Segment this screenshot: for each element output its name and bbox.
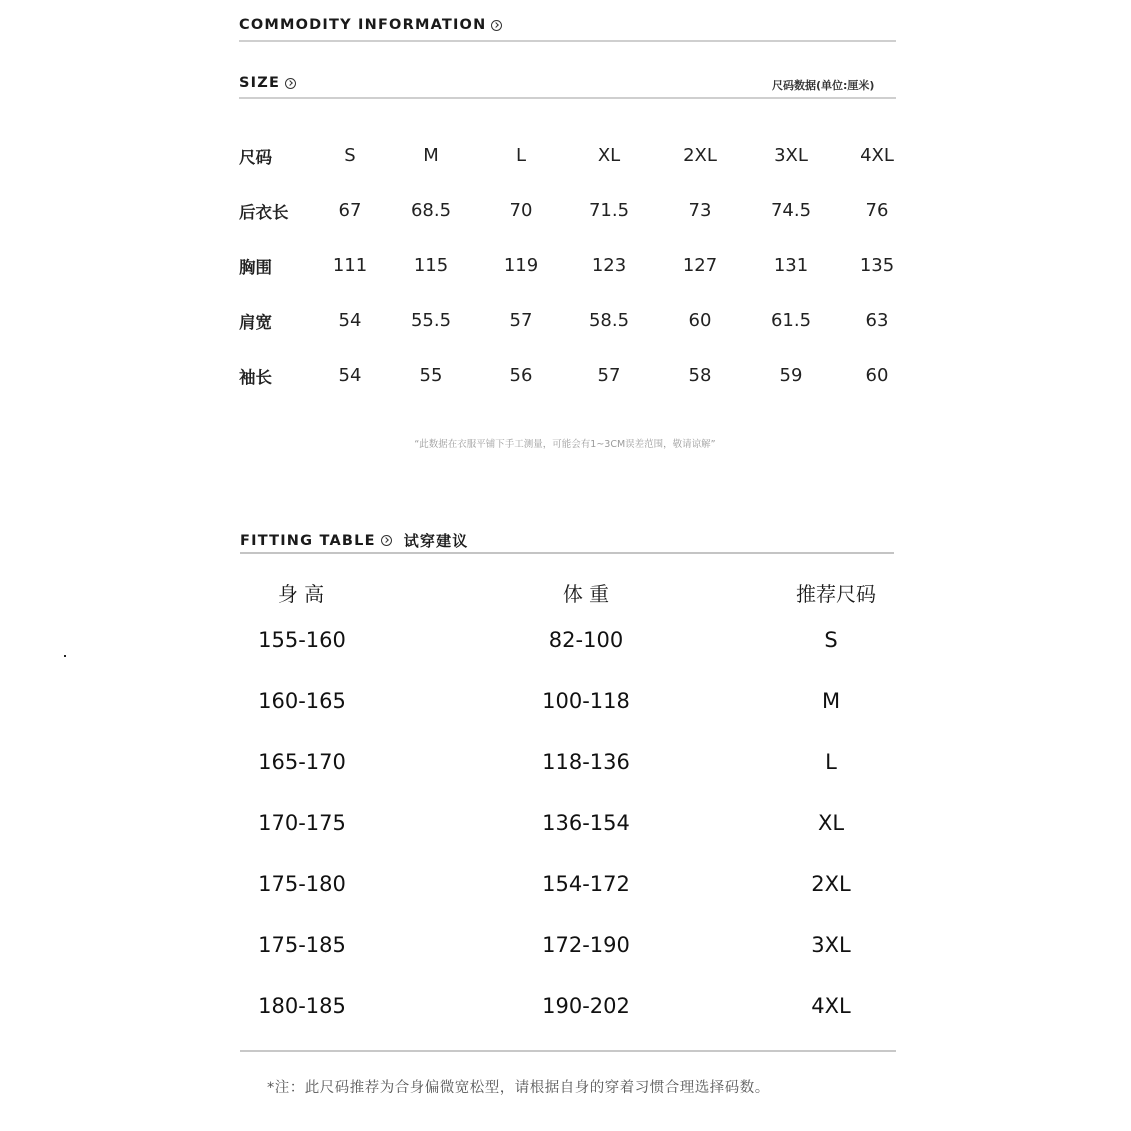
size-cell: 115 [413, 255, 449, 276]
weight-column-header: 体 重 [562, 582, 610, 606]
fitting-table-title: FITTING TABLE [240, 532, 376, 549]
size-header-cell: M [423, 145, 439, 166]
height-cell: 160-165 [258, 689, 346, 713]
size-cell: 123 [591, 255, 627, 276]
size-cell: S [824, 628, 838, 652]
size-cell: 55 [419, 365, 443, 386]
height-cell: 175-180 [258, 872, 346, 896]
size-row-label: 后衣长 [239, 203, 289, 222]
size-cell: 111 [332, 255, 368, 276]
size-heading [239, 75, 296, 91]
size-data-row [239, 360, 899, 415]
size-cell: 131 [773, 255, 809, 276]
size-cell: 71.5 [588, 200, 630, 221]
fitting-header-row [0, 578, 1131, 608]
size-header-cell: XL [597, 145, 621, 166]
size-data-row [239, 195, 899, 250]
fitting-table-heading [240, 530, 469, 551]
unit-note: 尺码数据(单位:厘米) [772, 79, 875, 92]
size-header-cell: S [344, 145, 356, 166]
size-cell: 57 [509, 310, 533, 331]
size-header-row [239, 140, 899, 195]
size-cell: L [825, 750, 837, 774]
size-row-label: 尺码 [239, 148, 272, 167]
size-cell: 54 [338, 310, 362, 331]
size-cell: 56 [509, 365, 533, 386]
fitting-row [0, 994, 1131, 1024]
size-cell: 4XL [811, 994, 851, 1018]
size-cell: 58.5 [588, 310, 630, 331]
weight-cell: 136-154 [542, 811, 630, 835]
size-cell: 73 [688, 200, 712, 221]
fitting-row [0, 933, 1131, 963]
size-title: SIZE [239, 75, 281, 91]
height-cell: 170-175 [258, 811, 346, 835]
size-cell: 59 [779, 365, 803, 386]
measurement-disclaimer: “此数据在衣服平铺下手工测量，可能会有1~3CM误差范围，敬请谅解” [414, 439, 716, 450]
fitting-note: *注：此尺码推荐为合身偏微宽松型，请根据自身的穿着习惯合理选择码数。 [267, 1080, 770, 1096]
commodity-information-heading [239, 17, 502, 33]
size-cell: 135 [859, 255, 895, 276]
size-cell: 54 [338, 365, 362, 386]
fitting-row [0, 689, 1131, 719]
size-header-cell: L [515, 145, 527, 166]
size-cell: 58 [688, 365, 712, 386]
divider [239, 97, 896, 99]
weight-cell: 154-172 [542, 872, 630, 896]
chevron-circle-right-icon [381, 535, 392, 546]
size-header-cell: 2XL [683, 145, 717, 166]
size-table [239, 140, 899, 415]
size-row-label: 胸围 [239, 258, 272, 277]
fitting-row [0, 811, 1131, 841]
commodity-information-title: COMMODITY INFORMATION [239, 17, 487, 33]
divider [240, 552, 894, 554]
height-cell: 155-160 [258, 628, 346, 652]
weight-cell: 172-190 [542, 933, 630, 957]
size-data-row [239, 305, 899, 360]
size-cell: 3XL [811, 933, 851, 957]
height-cell: 175-185 [258, 933, 346, 957]
size-cell: 67 [338, 200, 362, 221]
chevron-circle-right-icon [491, 20, 502, 31]
size-header-cell: 4XL [860, 145, 894, 166]
size-row-label: 肩宽 [239, 313, 272, 332]
size-cell: 70 [509, 200, 533, 221]
height-column-header: 身 高 [277, 582, 325, 606]
size-cell: 63 [865, 310, 889, 331]
size-cell: 55.5 [410, 310, 452, 331]
divider [239, 40, 896, 42]
size-cell: 57 [597, 365, 621, 386]
size-header-cell: 3XL [774, 145, 808, 166]
size-cell: 119 [503, 255, 539, 276]
chevron-circle-right-icon [285, 78, 296, 89]
weight-cell: 82-100 [548, 628, 624, 652]
weight-cell: 100-118 [542, 689, 630, 713]
size-cell: 61.5 [770, 310, 812, 331]
size-cell: XL [817, 811, 845, 835]
divider [240, 1050, 896, 1052]
fitting-row [0, 872, 1131, 902]
size-cell: 60 [865, 365, 889, 386]
size-cell: M [821, 689, 841, 713]
height-cell: 165-170 [258, 750, 346, 774]
size-cell: 127 [682, 255, 718, 276]
weight-cell: 190-202 [542, 994, 630, 1018]
size-cell: 60 [688, 310, 712, 331]
fitting-table-title-cn: 试穿建议 [403, 532, 469, 550]
size-cell: 76 [865, 200, 889, 221]
size-cell: 74.5 [770, 200, 812, 221]
size-cell: 2XL [811, 872, 851, 896]
size-row-label: 袖长 [239, 368, 272, 387]
size-cell: 68.5 [410, 200, 452, 221]
recommended-size-column-header: 推荐尺码 [796, 582, 876, 606]
height-cell: 180-185 [258, 994, 346, 1018]
fitting-row [0, 628, 1131, 658]
stray-dot [64, 655, 66, 657]
size-data-row [239, 250, 899, 305]
weight-cell: 118-136 [542, 750, 630, 774]
fitting-row [0, 750, 1131, 780]
